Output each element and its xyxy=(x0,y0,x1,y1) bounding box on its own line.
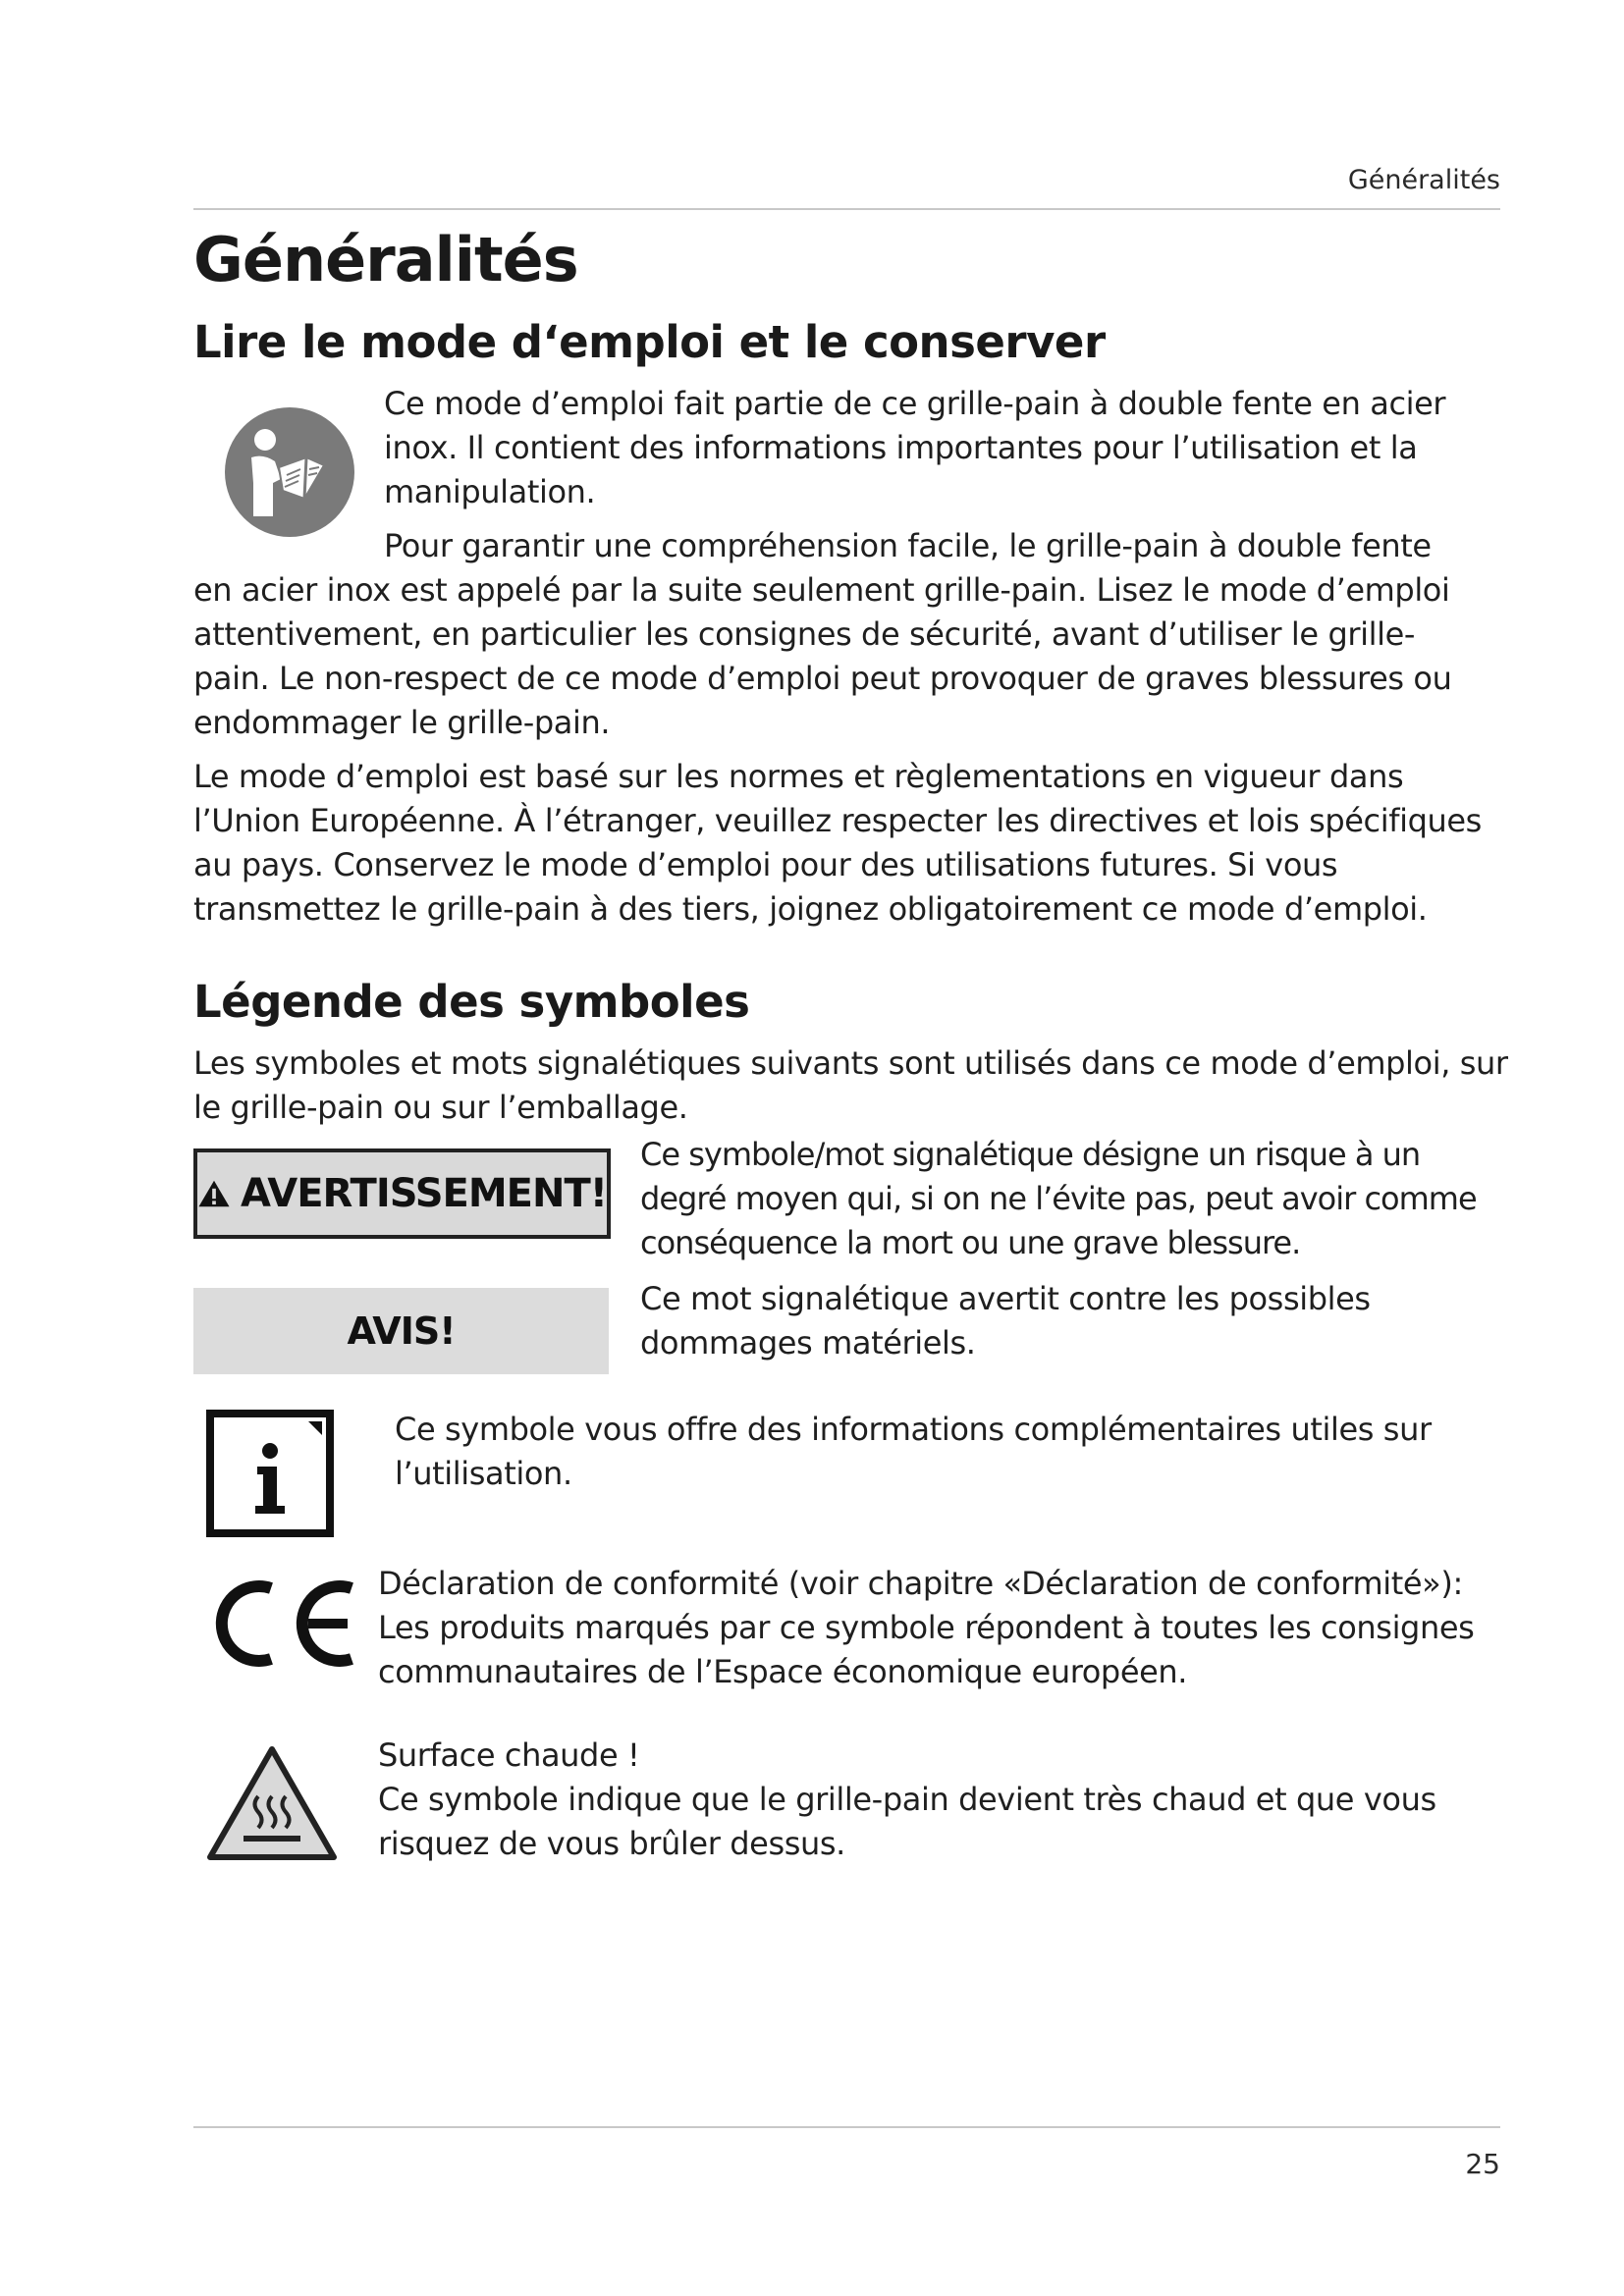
text-line: dommages matériels. xyxy=(640,1324,976,1362)
warning-triangle-icon xyxy=(197,1174,231,1213)
ce-mark-icon xyxy=(204,1575,361,1673)
text-line: le grille-pain ou sur l’emballage. xyxy=(193,1089,688,1126)
intro-paragraph xyxy=(384,382,1445,514)
info-icon xyxy=(206,1410,334,1537)
notice-signal-box xyxy=(193,1288,609,1374)
notice-description xyxy=(640,1277,1371,1365)
text-line: risquez de vous brûler dessus. xyxy=(378,1825,845,1862)
warning-description xyxy=(640,1133,1477,1265)
footer-rule xyxy=(193,2126,1500,2128)
text-line: Ce mot signalétique avertit contre les possibles xyxy=(640,1280,1371,1317)
header-rule xyxy=(193,208,1500,210)
text-line: l’utilisation. xyxy=(395,1455,572,1492)
text-line: degré moyen qui, si on ne l’évite pas, peut avoir comme xyxy=(640,1180,1477,1217)
text-line: attentivement, en particulier les consignes de sécurité, avant d’utiliser le grille- xyxy=(193,615,1416,653)
text-line: Ce symbole vous offre des informations complémentaires utiles sur xyxy=(395,1411,1432,1448)
text-line: transmettez le grille-pain à des tiers, joignez obligatoirement ce mode d’emploi. xyxy=(193,890,1428,928)
comprehension-paragraph xyxy=(193,568,1451,745)
page-title: Généralités xyxy=(193,224,578,295)
text-line: inox. Il contient des informations importantes pour l’utilisation et la xyxy=(384,429,1418,466)
text-line: pain. Le non-respect de ce mode d’emploi peut provoquer de graves blessures ou xyxy=(193,660,1452,697)
page-number: 25 xyxy=(1465,2148,1500,2180)
text-line: Ce mode d’emploi fait partie de ce grille-pain à double fente en acier xyxy=(384,385,1446,422)
text-line: Les symboles et mots signalétiques suivants sont utilisés dans ce mode d’emploi, sur xyxy=(193,1044,1508,1082)
symbols-intro xyxy=(193,1041,1508,1130)
notice-label: AVIS! xyxy=(347,1309,456,1353)
text-line: Ce symbole indique que le grille-pain devient très chaud et que vous xyxy=(378,1781,1436,1818)
warning-signal-box xyxy=(193,1148,611,1239)
text-line: Surface chaude ! xyxy=(378,1736,640,1774)
text-line: endommager le grille-pain. xyxy=(193,704,611,741)
section-title-read-manual: Lire le mode d‘emploi et le conserver xyxy=(193,316,1106,368)
text-line: Les produits marqués par ce symbole répondent à toutes les consignes xyxy=(378,1609,1475,1646)
text-line: Ce symbole/mot signalétique désigne un risque à un xyxy=(640,1136,1421,1173)
text-line: communautaires de l’Espace économique européen. xyxy=(378,1653,1188,1690)
warning-label: AVERTISSEMENT! xyxy=(241,1171,607,1216)
section-title-symbols: Légende des symboles xyxy=(193,976,750,1028)
running-header: Généralités xyxy=(1347,165,1500,195)
text-line: Déclaration de conformité (voir chapitre «Déclaration de conformité»): xyxy=(378,1565,1463,1602)
hot-surface-description xyxy=(378,1734,1436,1866)
eu-norms-paragraph xyxy=(193,755,1482,932)
text-line: Le mode d’emploi est basé sur les normes et règlementations en vigueur dans xyxy=(193,758,1404,795)
ce-description xyxy=(378,1562,1474,1694)
text-line: en acier inox est appelé par la suite seulement grille-pain. Lisez le mode d’emploi xyxy=(193,571,1450,609)
text-line: conséquence la mort ou une grave blessure. xyxy=(640,1224,1301,1261)
read-manual-icon xyxy=(224,406,355,538)
text-line: l’Union Européenne. À l’étranger, veuillez respecter les directives et lois spécifiques xyxy=(193,802,1482,839)
text-line: manipulation. xyxy=(384,473,596,510)
info-description xyxy=(395,1408,1432,1496)
hot-surface-icon xyxy=(206,1745,338,1863)
text-line: au pays. Conservez le mode d’emploi pour des utilisations futures. Si vous xyxy=(193,846,1338,883)
text-line: Pour garantir une compréhension facile, le grille-pain à double fente xyxy=(384,527,1432,564)
